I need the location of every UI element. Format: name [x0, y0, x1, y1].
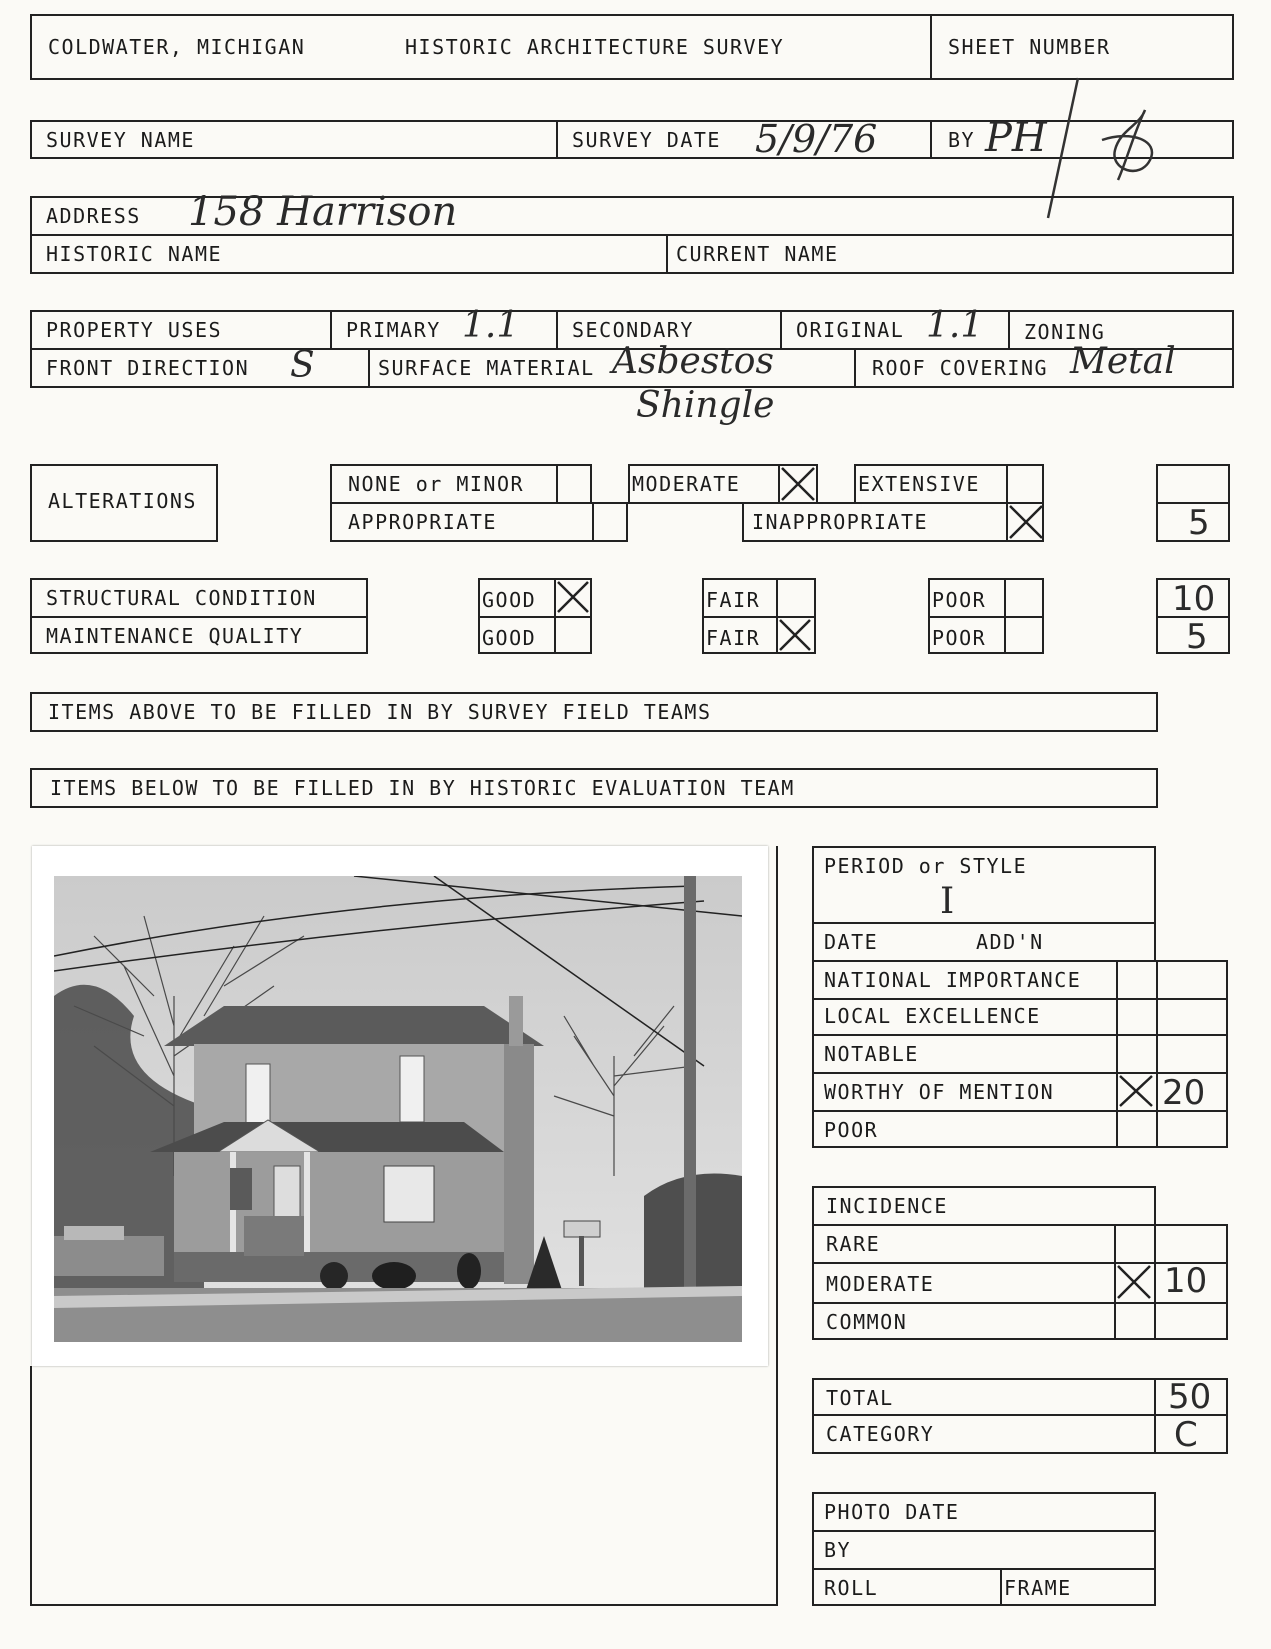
total-label: TOTAL — [826, 1386, 894, 1410]
maintenance-fair-check-mark — [776, 616, 814, 654]
prop-div-6 — [854, 348, 856, 386]
category-label: CATEGORY — [826, 1422, 935, 1446]
moderate-check-mark — [778, 464, 818, 504]
prop-right — [1232, 310, 1234, 388]
rare-label: RARE — [826, 1232, 881, 1256]
surface-material-value: Asbestos — [612, 341, 774, 382]
below-note: ITEMS BELOW TO BE FILLED IN BY HISTORIC EVALUATION TEAM — [50, 776, 795, 800]
incidence-moderate-label: MODERATE — [826, 1272, 935, 1296]
local-label: LOCAL EXCELLENCE — [824, 1004, 1041, 1028]
survey-date-value: 5/9/76 — [755, 117, 878, 161]
incidence-score: 10 — [1164, 1261, 1208, 1301]
photo-by-label: BY — [824, 1538, 852, 1562]
address-label: ADDRESS — [46, 204, 141, 228]
maintenance-fair-label: FAIR — [706, 626, 761, 650]
photo-info-row-1 — [812, 1530, 1156, 1532]
prop-div-1 — [330, 310, 332, 348]
structural-good-check-mark — [554, 578, 592, 616]
poor-mid — [928, 616, 1044, 618]
period-label: PERIOD or STYLE — [824, 854, 1028, 878]
lower-panel-right — [776, 846, 778, 1606]
frame-label: FRAME — [1004, 1576, 1072, 1600]
common-label: COMMON — [826, 1310, 908, 1334]
totals-mid — [812, 1414, 1228, 1416]
roof-covering-value: Metal — [1070, 341, 1176, 382]
importance-row-1 — [812, 998, 1228, 1000]
extensive-check-div — [1006, 464, 1008, 504]
photo-date-label: PHOTO DATE — [824, 1500, 960, 1524]
address-value: 158 Harrison — [188, 189, 458, 235]
condition-label-mid — [30, 616, 368, 618]
incidence-label: INCIDENCE — [826, 1194, 948, 1218]
poor-check-div — [1004, 578, 1006, 654]
original-value: 1.1 — [926, 305, 984, 346]
survey-date-label: SURVEY DATE — [572, 128, 721, 152]
prop-div-3 — [780, 310, 782, 348]
none-minor-label: NONE or MINOR — [348, 472, 525, 496]
primary-label: PRIMARY — [346, 318, 441, 342]
category-value: C — [1174, 1415, 1198, 1455]
maintenance-poor-label: POOR — [932, 626, 987, 650]
importance-row-2 — [812, 1034, 1228, 1036]
surface-material-value-line2: Shingle — [636, 385, 775, 426]
prop-div-4 — [1008, 310, 1010, 348]
survey-by-value: PH — [985, 115, 1047, 161]
alterations-label: ALTERATIONS — [48, 489, 197, 513]
importance-div-2 — [1156, 960, 1158, 1148]
totals-div — [1154, 1378, 1156, 1454]
survey-row-left — [30, 120, 32, 159]
structural-label: STRUCTURAL CONDITION — [46, 586, 317, 610]
structural-fair-label: FAIR — [706, 588, 761, 612]
photo-info-div — [1000, 1568, 1002, 1606]
maintenance-label: MAINTENANCE QUALITY — [46, 624, 304, 648]
above-note: ITEMS ABOVE TO BE FILLED IN BY SURVEY FIELD TEAMS — [48, 700, 712, 724]
secondary-label: SECONDARY — [572, 318, 694, 342]
lower-panel-bottom — [30, 1604, 778, 1606]
incidence-div-2 — [1154, 1224, 1156, 1340]
notable-label: NOTABLE — [824, 1042, 919, 1066]
historic-name-label: HISTORIC NAME — [46, 242, 223, 266]
original-label: ORIGINAL — [796, 318, 905, 342]
surface-material-label: SURFACE MATERIAL — [378, 356, 595, 380]
survey-row-right — [1232, 120, 1234, 159]
maintenance-score: 5 — [1186, 617, 1208, 657]
house-photo — [54, 876, 742, 1342]
names-divider — [666, 234, 668, 274]
national-label: NATIONAL IMPORTANCE — [824, 968, 1082, 992]
none-minor-check-div — [556, 464, 558, 504]
structural-good-label: GOOD — [482, 588, 537, 612]
primary-value: 1.1 — [462, 305, 520, 346]
worthy-label: WORTHY OF MENTION — [824, 1080, 1055, 1104]
alterations-score: 5 — [1188, 503, 1210, 543]
importance-div-1 — [1116, 960, 1118, 1148]
front-direction-label: FRONT DIRECTION — [46, 356, 250, 380]
city-label: COLDWATER, MICHIGAN — [48, 35, 306, 59]
appropriate-check-div — [592, 502, 594, 542]
property-uses-label: PROPERTY USES — [46, 318, 223, 342]
lower-panel-left — [30, 1366, 32, 1606]
appropriate-label: APPROPRIATE — [348, 510, 497, 534]
current-name-label: CURRENT NAME — [676, 242, 839, 266]
date-label: DATE — [824, 930, 879, 954]
inappropriate-check-mark — [1006, 502, 1046, 542]
survey-title: HISTORIC ARCHITECTURE SURVEY — [405, 35, 785, 59]
prop-div-2 — [556, 310, 558, 348]
sheet-number-label: SHEET NUMBER — [948, 35, 1111, 59]
zoning-label: ZONING — [1024, 320, 1106, 344]
photo-info-row-2 — [812, 1568, 1156, 1570]
moderate-label: MODERATE — [632, 472, 741, 496]
structural-poor-label: POOR — [932, 588, 987, 612]
header-divider — [930, 14, 932, 80]
prop-left — [30, 310, 32, 388]
prop-top-line — [30, 310, 1234, 312]
structural-score: 10 — [1172, 579, 1216, 619]
survey-by-label: BY — [948, 128, 976, 152]
eval-poor-label: POOR — [824, 1118, 879, 1142]
incidence-row-2 — [812, 1302, 1228, 1304]
roll-label: ROLL — [824, 1576, 879, 1600]
prop-bottom-line — [30, 386, 1234, 388]
survey-div-1 — [556, 120, 558, 159]
addn-label: ADD'N — [976, 930, 1044, 954]
extensive-label: EXTENSIVE — [858, 472, 980, 496]
total-value: 50 — [1168, 1377, 1212, 1417]
worthy-score: 20 — [1162, 1073, 1206, 1113]
front-direction-value: S — [290, 345, 315, 386]
survey-name-label: SURVEY NAME — [46, 128, 195, 152]
good-mid — [478, 616, 592, 618]
survey-div-2 — [930, 120, 932, 159]
period-value: I — [940, 881, 955, 922]
roof-covering-label: ROOF COVERING — [872, 356, 1049, 380]
prop-div-5 — [368, 348, 370, 386]
maintenance-good-label: GOOD — [482, 626, 537, 650]
inappropriate-label: INAPPROPRIATE — [752, 510, 929, 534]
worthy-check-mark — [1116, 1072, 1156, 1110]
incidence-moderate-check-mark — [1114, 1262, 1154, 1302]
